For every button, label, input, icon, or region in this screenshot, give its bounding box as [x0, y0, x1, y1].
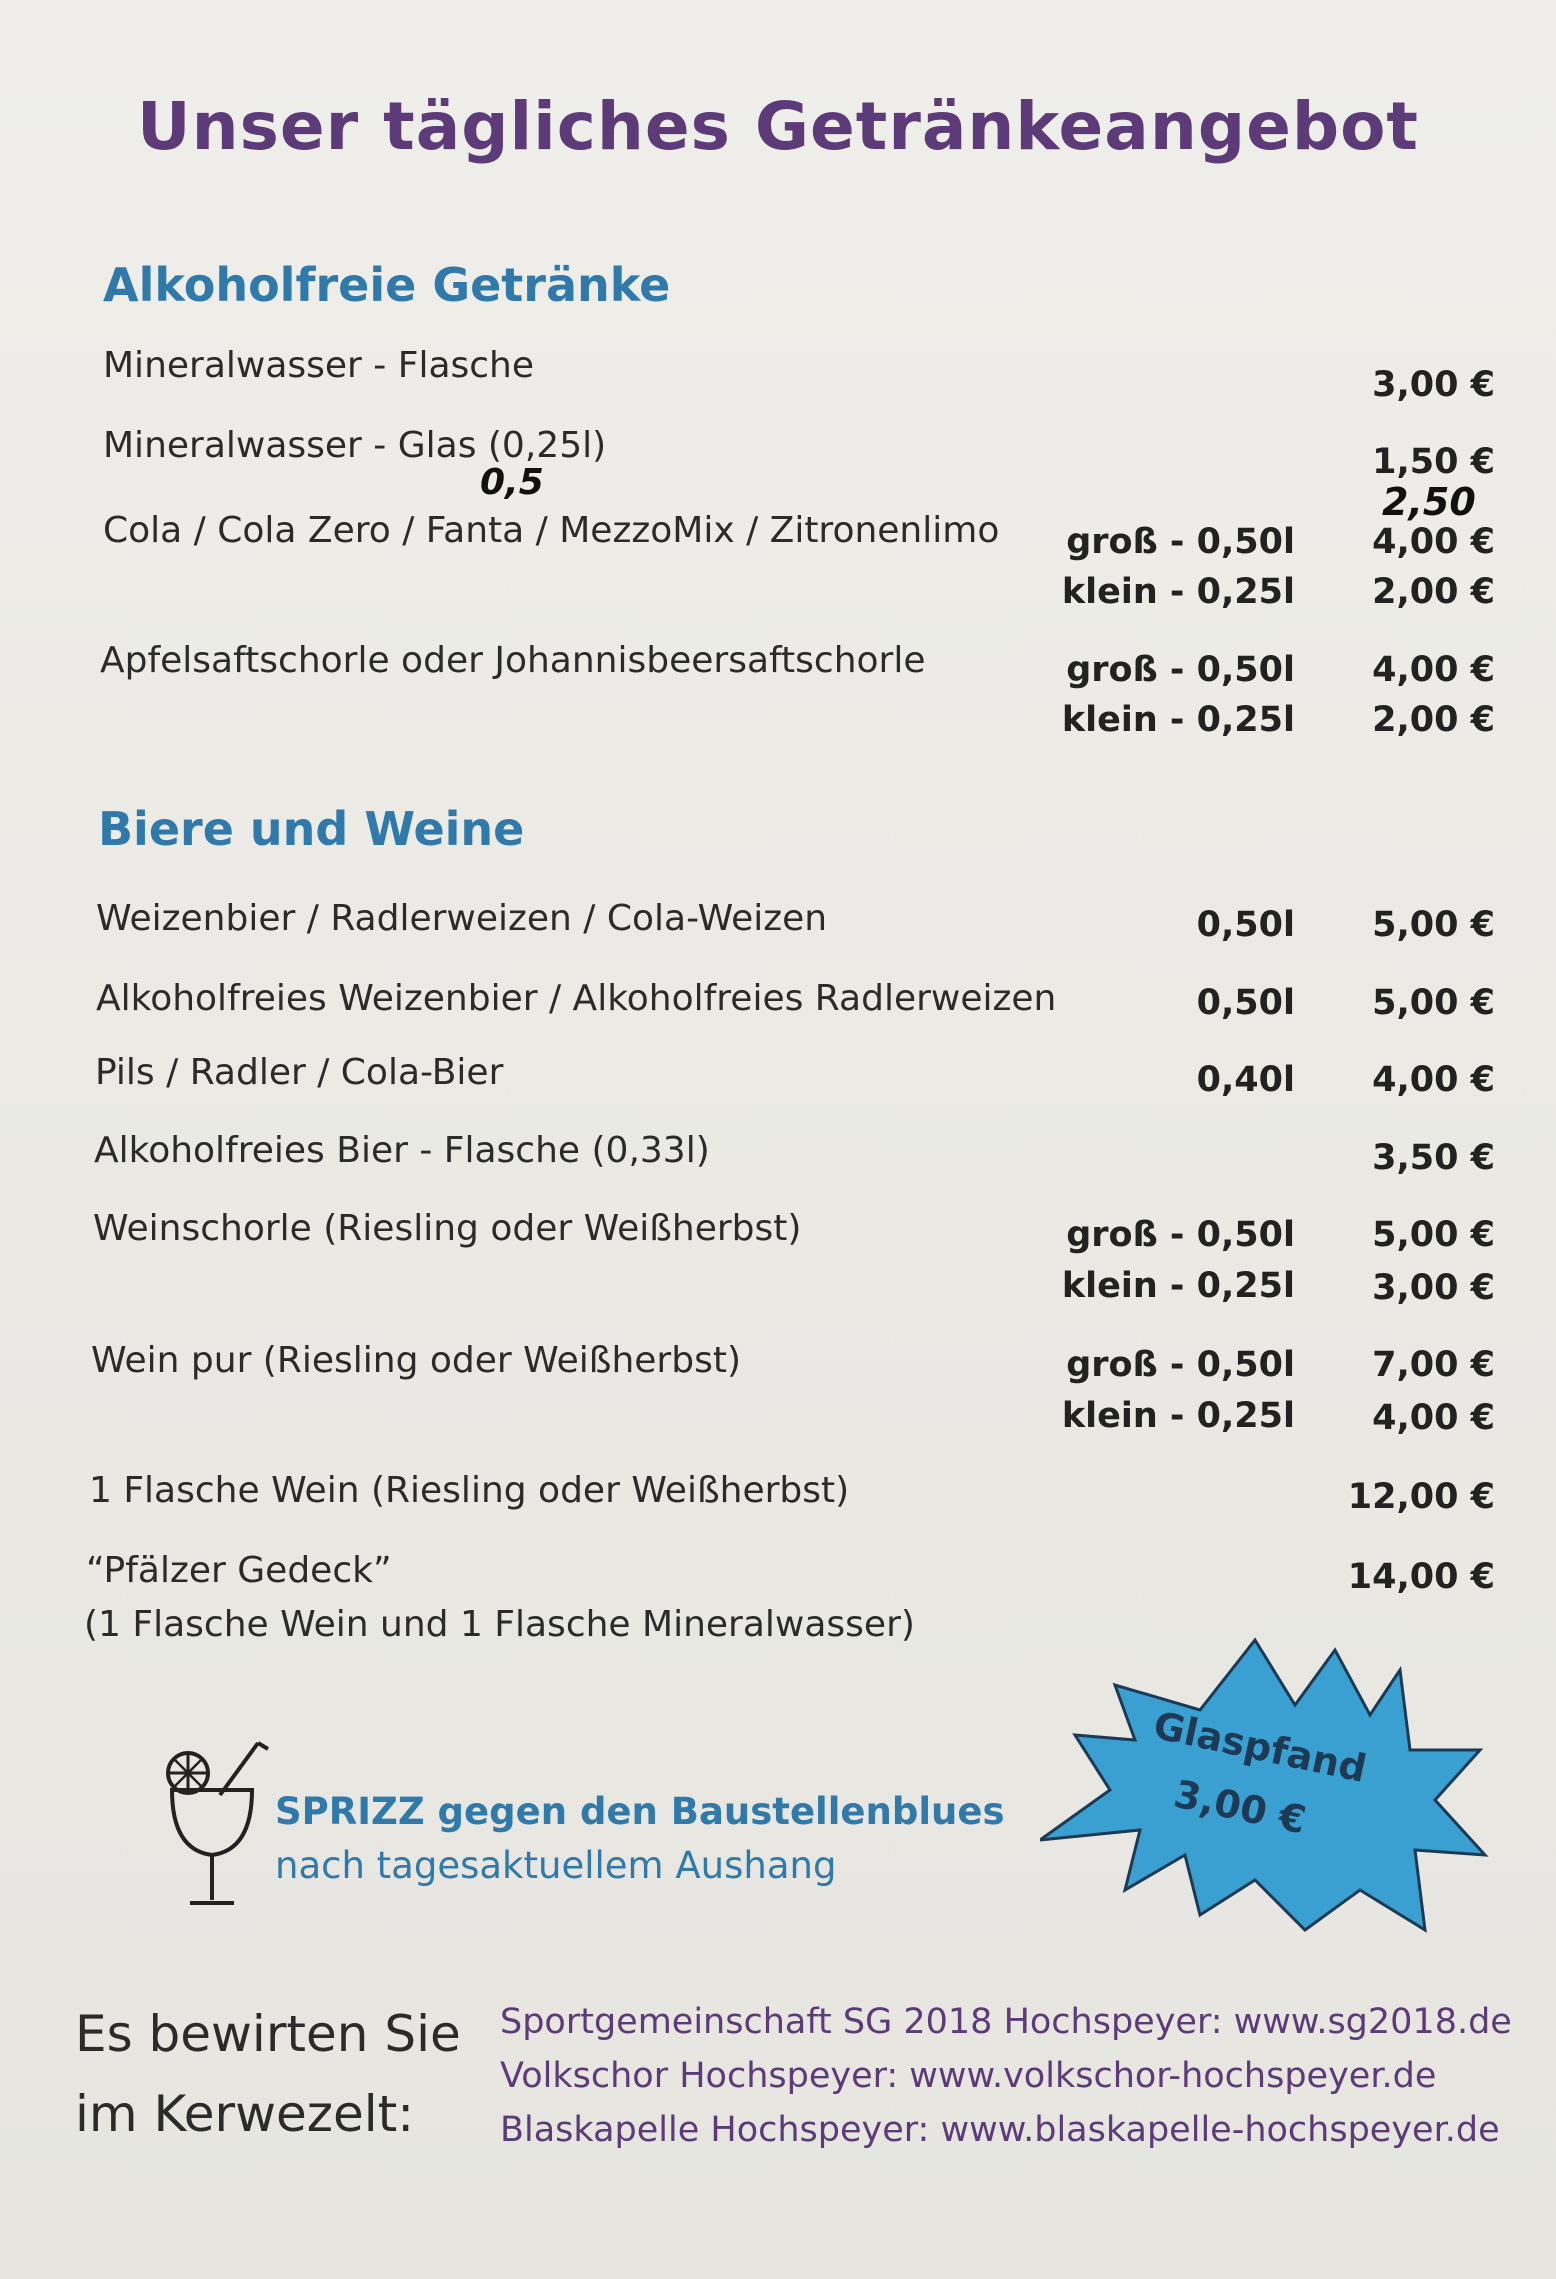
footer-host-volkschor: Volkschor Hochspeyer: www.volkschor-hochspeyer.de: [500, 2056, 1437, 2096]
menu-item-price: 12,00 €: [1347, 1477, 1495, 1517]
menu-item-price: 4,00 €: [1372, 1398, 1495, 1438]
menu-item-price: 5,00 €: [1372, 1215, 1495, 1255]
menu-item-name: “Pfälzer Gedeck”: [86, 1550, 392, 1591]
handwritten-price-correction: 2,50: [1382, 480, 1476, 524]
menu-item-note: (1 Flasche Wein und 1 Flasche Mineralwasser): [84, 1604, 915, 1645]
menu-item-price: 3,50 €: [1372, 1138, 1495, 1178]
menu-item-size: groß - 0,50l: [1066, 522, 1295, 562]
menu-item-name: Weinschorle (Riesling oder Weißherbst): [93, 1208, 802, 1249]
section-heading-alkoholfrei: Alkoholfreie Getränke: [103, 258, 671, 312]
menu-item-price: 2,00 €: [1372, 572, 1495, 612]
menu-item-name: Weizenbier / Radlerweizen / Cola-Weizen: [96, 898, 828, 939]
menu-item-size: groß - 0,50l: [1066, 650, 1295, 690]
menu-item-size: klein - 0,25l: [1061, 1266, 1295, 1306]
menu-item-price: 1,50 €: [1372, 442, 1495, 482]
glaspfand-starburst: [1040, 1630, 1490, 1940]
menu-item-name: 1 Flasche Wein (Riesling oder Weißherbst): [89, 1470, 850, 1511]
cocktail-glass-icon: [160, 1735, 270, 1915]
menu-item-size: klein - 0,25l: [1061, 572, 1295, 612]
menu-item-name: Mineralwasser - Glas (0,25l): [103, 425, 607, 466]
menu-item-price: 14,00 €: [1347, 1557, 1495, 1597]
menu-item-name: Pils / Radler / Cola-Bier: [95, 1052, 504, 1093]
menu-item-price: 5,00 €: [1372, 905, 1495, 945]
footer-host-sg2018: Sportgemeinschaft SG 2018 Hochspeyer: www.sg2018.de: [500, 2002, 1512, 2042]
menu-item-size: 0,50l: [1196, 905, 1295, 945]
menu-item-price: 4,00 €: [1372, 522, 1495, 562]
section-heading-biere-weine: Biere und Weine: [98, 802, 525, 856]
menu-item-name: Apfelsaftschorle oder Johannisbeersaftschorle: [100, 640, 926, 681]
handwritten-size-correction: 0,5: [480, 462, 544, 503]
footer-hosted-by-line2: im Kerwezelt:: [75, 2085, 415, 2143]
menu-item-price: 5,00 €: [1372, 983, 1495, 1023]
footer-host-blaskapelle: Blaskapelle Hochspeyer: www.blaskapelle-hochspeyer.de: [500, 2110, 1500, 2150]
menu-item-size: groß - 0,50l: [1066, 1345, 1295, 1385]
menu-item-name: Wein pur (Riesling oder Weißherbst): [91, 1340, 742, 1381]
sprizz-title: SPRIZZ gegen den Baustellenblues: [275, 1790, 1005, 1833]
page-title: Unser tägliches Getränkeangebot: [137, 88, 1419, 165]
menu-item-price: 4,00 €: [1372, 650, 1495, 690]
menu-item-price: 2,00 €: [1372, 700, 1495, 740]
menu-item-size: 0,40l: [1196, 1060, 1295, 1100]
footer-hosted-by-line1: Es bewirten Sie: [75, 2005, 461, 2063]
menu-item-size: klein - 0,25l: [1061, 700, 1295, 740]
menu-item-price: 7,00 €: [1372, 1345, 1495, 1385]
menu-item-price: 4,00 €: [1372, 1060, 1495, 1100]
menu-item-size: klein - 0,25l: [1061, 1396, 1295, 1436]
menu-item-name: Alkoholfreies Bier - Flasche (0,33l): [94, 1130, 710, 1171]
menu-item-name: Alkoholfreies Weizenbier / Alkoholfreies Radlerweizen: [96, 978, 1057, 1019]
glaspfand-price: 3,00 €: [1170, 1771, 1310, 1843]
menu-item-size: 0,50l: [1196, 983, 1295, 1023]
menu-item-price: 3,00 €: [1372, 1268, 1495, 1308]
menu-item-size: groß - 0,50l: [1066, 1215, 1295, 1255]
glaspfand-label: Glaspfand: [1149, 1703, 1371, 1791]
menu-item-name: Mineralwasser - Flasche: [103, 345, 535, 386]
menu-item-price: 3,00 €: [1372, 365, 1495, 405]
sprizz-subtitle: nach tagesaktuellem Aushang: [275, 1844, 837, 1887]
menu-item-name: Cola / Cola Zero / Fanta / MezzoMix / Zitronenlimo: [103, 510, 1000, 551]
